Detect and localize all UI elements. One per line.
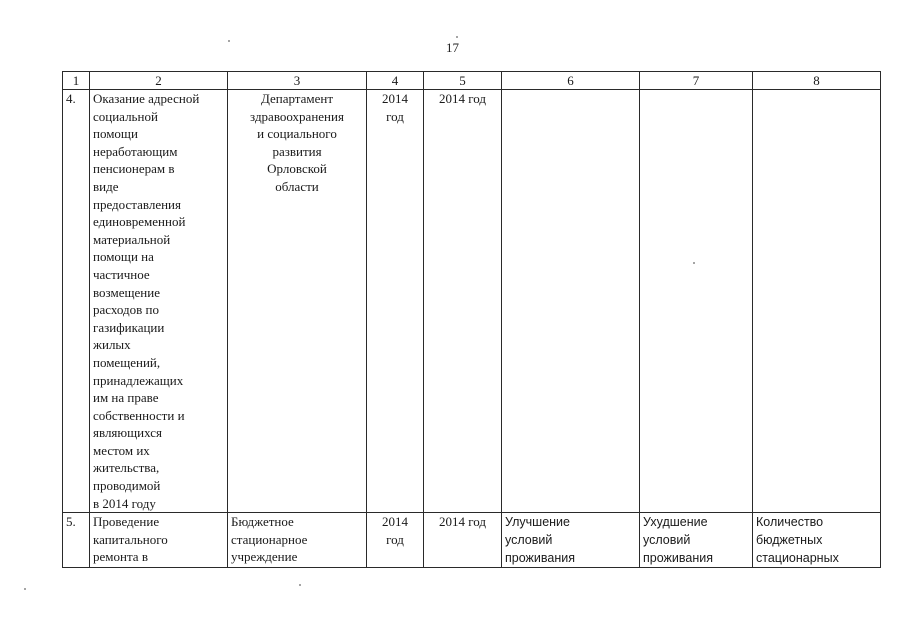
cell-text-line: Ухудшение	[643, 515, 708, 530]
header-cell: 5	[424, 72, 502, 90]
start-date-cell	[367, 90, 424, 513]
cell-text-line: учреждение	[231, 549, 298, 565]
document-table	[62, 71, 881, 568]
cell-text-line: помощи на	[93, 249, 154, 265]
cell-text-line: материальной	[93, 231, 171, 247]
cell-text-line: местом их	[93, 442, 150, 458]
consequence-cell	[640, 513, 753, 568]
cell-text-line: бюджетных	[756, 533, 823, 548]
cell-text-line: Оказание адресной	[93, 91, 200, 106]
cell-text-line: капитального	[93, 531, 168, 547]
scan-speck	[228, 40, 230, 42]
header-cell: 1	[63, 72, 90, 90]
cell-text-line: Количество	[756, 515, 824, 530]
cell-text-line: 2014	[382, 91, 408, 106]
cell-text-line: здравоохранения	[250, 108, 344, 124]
cell-text-line: помещений,	[93, 354, 161, 370]
cell-text-line: год	[386, 108, 404, 124]
scan-speck	[299, 584, 301, 586]
executor-cell	[228, 90, 367, 513]
table-row	[63, 513, 881, 568]
cell-text-line: Улучшение	[505, 515, 570, 530]
cell-text-line: единовременной	[93, 214, 186, 230]
cell-text-line: в 2014 году	[93, 495, 156, 511]
cell-text-line: Департамент	[260, 91, 334, 106]
row-number-cell: 4.	[63, 90, 90, 513]
cell-text-line: проживания	[643, 551, 713, 566]
cell-text-line: проживания	[505, 551, 575, 566]
cell-text-line: жилых	[93, 337, 131, 353]
measure-cell	[90, 90, 228, 513]
cell-text-line: стационарных	[756, 551, 839, 566]
cell-text-line: социальной	[93, 108, 158, 124]
cell-text-line: собственности и	[93, 407, 185, 423]
consequence-cell	[640, 90, 753, 513]
end-date-cell	[424, 90, 502, 513]
cell-text-line: ремонта в	[93, 549, 148, 565]
cell-text-line: частичное	[93, 266, 150, 282]
result-cell	[502, 513, 640, 568]
cell-text-line: 2014 год	[439, 91, 486, 106]
header-cell: 4	[367, 72, 424, 90]
cell-text-line: Бюджетное	[231, 514, 294, 530]
result-cell	[502, 90, 640, 513]
header-cell: 7	[640, 72, 753, 90]
cell-text-line: Орловской	[267, 161, 327, 177]
table-header-row	[63, 72, 881, 90]
header-cell: 2	[90, 72, 228, 90]
cell-text-line: неработающим	[93, 143, 178, 159]
row-number-cell: 5.	[63, 513, 90, 568]
cell-text-line: расходов по	[93, 302, 159, 318]
cell-text-line: условий	[643, 533, 691, 548]
cell-text-line: развития	[272, 143, 322, 159]
executor-cell	[228, 513, 367, 568]
cell-text-line: являющихся	[93, 425, 162, 441]
scan-speck	[693, 262, 695, 264]
cell-text-line: стационарное	[231, 531, 308, 547]
cell-text-line: области	[275, 178, 319, 194]
scan-speck	[456, 36, 458, 38]
header-cell: 6	[502, 72, 640, 90]
cell-text-line: газификации	[93, 319, 165, 335]
table-row	[63, 90, 881, 513]
page-number: 17	[446, 40, 459, 55]
cell-text-line: принадлежащих	[93, 372, 184, 388]
cell-text-line: предоставления	[93, 196, 181, 212]
header-cell: 8	[753, 72, 881, 90]
cell-text-line: жительства,	[93, 460, 160, 476]
cell-text-line: возмещение	[93, 284, 160, 300]
cell-text-line: год	[386, 531, 404, 547]
cell-text-line: 2014	[382, 514, 408, 530]
measure-cell	[90, 513, 228, 568]
cell-text-line: проводимой	[93, 478, 161, 494]
cell-text-line: виде	[93, 178, 119, 194]
indicator-cell	[753, 90, 881, 513]
cell-text-line: пенсионерам в	[93, 161, 175, 177]
scan-speck	[24, 588, 26, 590]
cell-text-line: помощи	[93, 126, 138, 142]
indicator-cell	[753, 513, 881, 568]
start-date-cell	[367, 513, 424, 568]
cell-text-line: Проведение	[93, 514, 160, 530]
header-cell: 3	[228, 72, 367, 90]
cell-text-line: условий	[505, 533, 553, 548]
end-date-cell	[424, 513, 502, 568]
cell-text-line: и социального	[257, 126, 337, 142]
cell-text-line: 2014 год	[439, 514, 486, 530]
cell-text-line: им на праве	[93, 390, 159, 406]
